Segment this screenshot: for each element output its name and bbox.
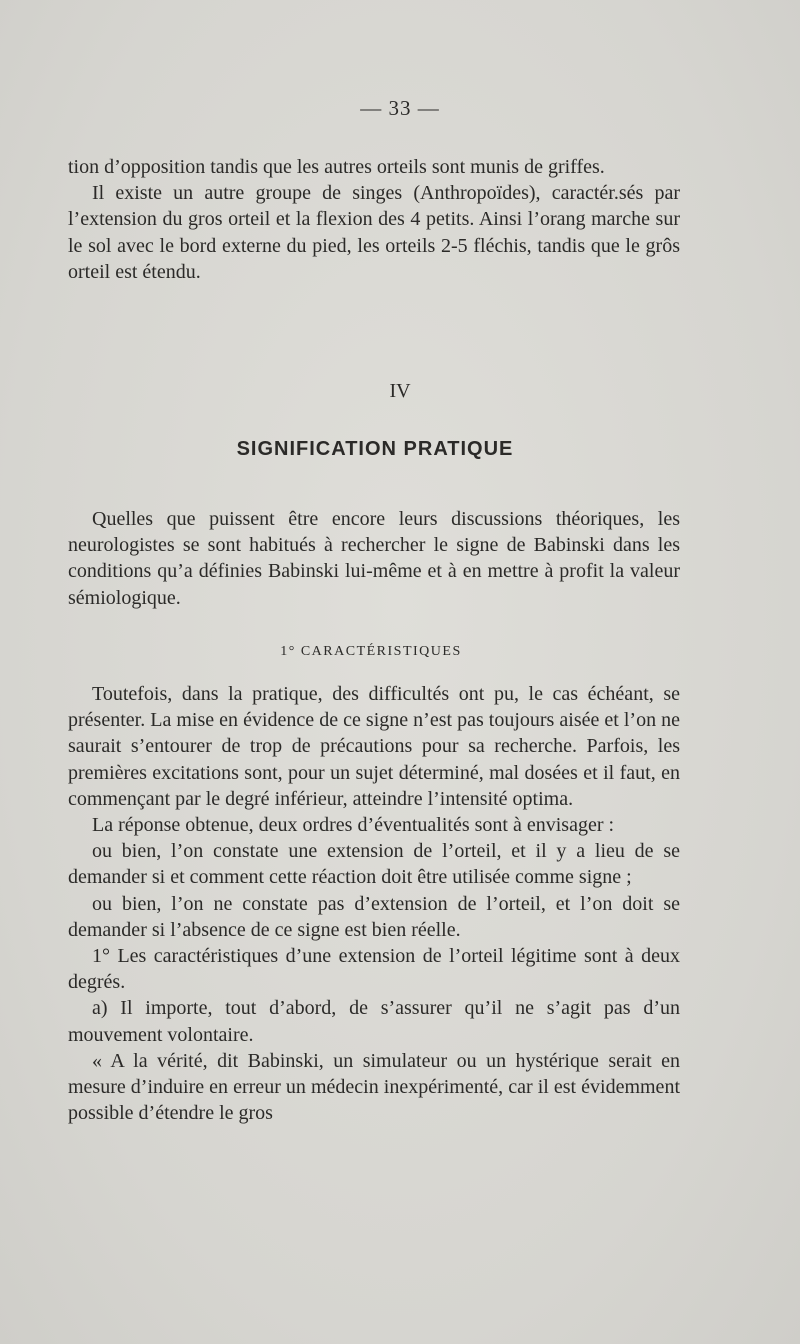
paragraph: Toutefois, dans la pratique, des difficultés ont pu, le cas échéant, se présenter. La mise en évidence de ce signe n’est pas toujours aisée et l’on ne saurait s’entourer de trop de précautions pour sa recherche. Parfois, les premières excitations sont, pour un sujet déterminé, mal dosées et il faut, en commençant par le degré inférieur, atteindre l’intensité optima.: [68, 683, 680, 810]
paragraph: La réponse obtenue, deux ordres d’éventualités sont à envisager :: [92, 814, 615, 837]
page-number: — 33 —: [360, 96, 440, 120]
paragraph: ou bien, l’on constate une extension de l’orteil, et il y a lieu de se demander si et comment cette réaction doit être utilisée comme signe ;: [68, 840, 680, 889]
paragraph: a) Il importe, tout d’abord, de s’assurer qu’il ne s’agit pas d’un mouvement volontaire.: [68, 997, 680, 1046]
section-title: SIGNIFICATION PRATIQUE: [236, 438, 514, 460]
paragraph: tion d’opposition tandis que les autres orteils sont munis de griffes.: [68, 156, 605, 178]
intro-text-block: [68, 506, 680, 611]
section-number: IV: [389, 380, 411, 402]
top-text-block: [68, 154, 680, 285]
paragraph: Il existe un autre groupe de singes (Anthropoïdes), caractér.sés par l’extension du gros orteil et la flexion des 4 petits. Ainsi l’orang marche sur le sol avec le bord externe du pied, les orteils 2-5 fléchis, tandis que le grôs orteil est étendu.: [68, 182, 680, 283]
paragraph: « A la vérité, dit Babinski, un simulateur ou un hystérique serait en mesure d’induire en erreur un médecin inexpérimenté, car il est évidemment possible d’étendre le gros: [68, 1049, 680, 1125]
paragraph: Quelles que puissent être encore leurs discussions théoriques, les neurologistes se sont habitués à rechercher le signe de Babinski dans les conditions qu’a définies Babinski lui-même et à en mettre à profit la valeur sémiologique.: [68, 508, 680, 609]
paragraph: ou bien, l’on ne constate pas d’extension de l’orteil, et l’on doit se demander si l’absence de ce signe est bien réelle.: [68, 892, 680, 941]
bottom-text-block: [68, 681, 680, 1126]
subsection-heading: 1° CARACTÉRISTIQUES: [280, 644, 462, 659]
paragraph: 1° Les caractéristiques d’une extension de l’orteil légitime sont à deux degrés.: [68, 945, 680, 994]
